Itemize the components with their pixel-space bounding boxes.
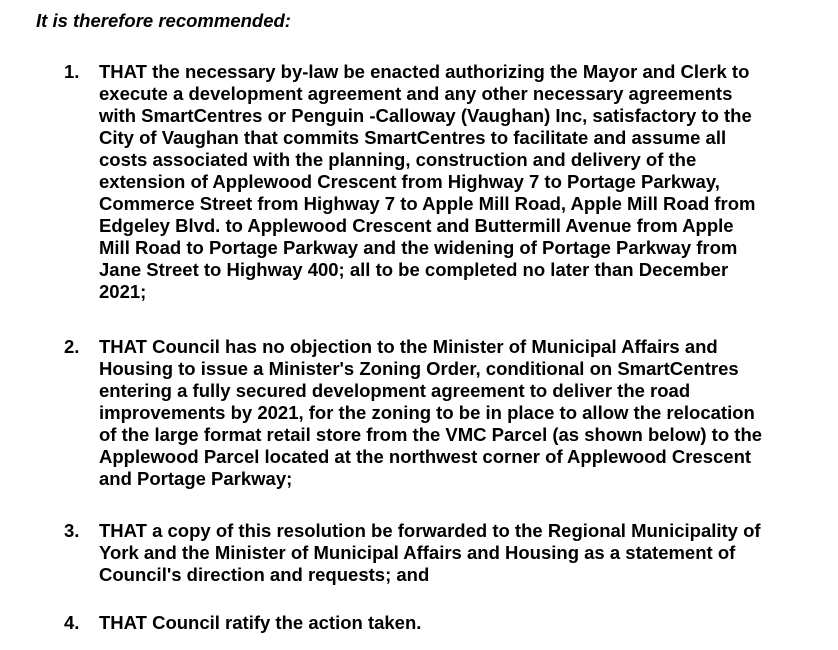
item-text: THAT the necessary by-law be enacted authorizing the Mayor and Clerk to execute a development agreement and any other necessary agreements with SmartCentres or Penguin -Calloway (Vaughan) Inc, satisfactory to the City of Vaughan that commits SmartCentres to facilitate and assume all costs associated with the planning, construction and delivery of the extension of Applewood Crescent from Highway 7 to Portage Parkway, Commerce Street from Highway 7 to Apple Mill Road, Apple Mill Road from Edgeley Blvd. to Applewood Crescent and Buttermill Avenue from Apple Mill Road to Portage Parkway and the widening of Portage Parkway from Jane Street to Highway 400; all to be completed no later than December 2021; bbox=[99, 61, 756, 302]
item-number: 2. bbox=[64, 336, 80, 357]
item-number: 4. bbox=[64, 612, 80, 633]
item-text: THAT Council ratify the action taken. bbox=[99, 612, 422, 633]
item-number: 1. bbox=[64, 61, 80, 82]
item-number: 3. bbox=[64, 520, 80, 541]
intro-heading: It is therefore recommended: bbox=[36, 10, 291, 31]
item-text: THAT Council has no objection to the Minister of Municipal Affairs and Housing to issue a Minister's Zoning Order, conditional on SmartCentres entering a fully secured development agreement to deliver the road improvements by 2021, for the zoning to be in place to allow the relocation of the large format retail store from the VMC Parcel (as shown below) to the Applewood Parcel located at the northwest corner of Applewood Crescent and Portage Parkway; bbox=[99, 336, 763, 489]
item-text: THAT a copy of this resolution be forwarded to the Regional Municipality of York and the Minister of Municipal Affairs and Housing as a statement of Council's direction and requests; and bbox=[99, 520, 761, 585]
